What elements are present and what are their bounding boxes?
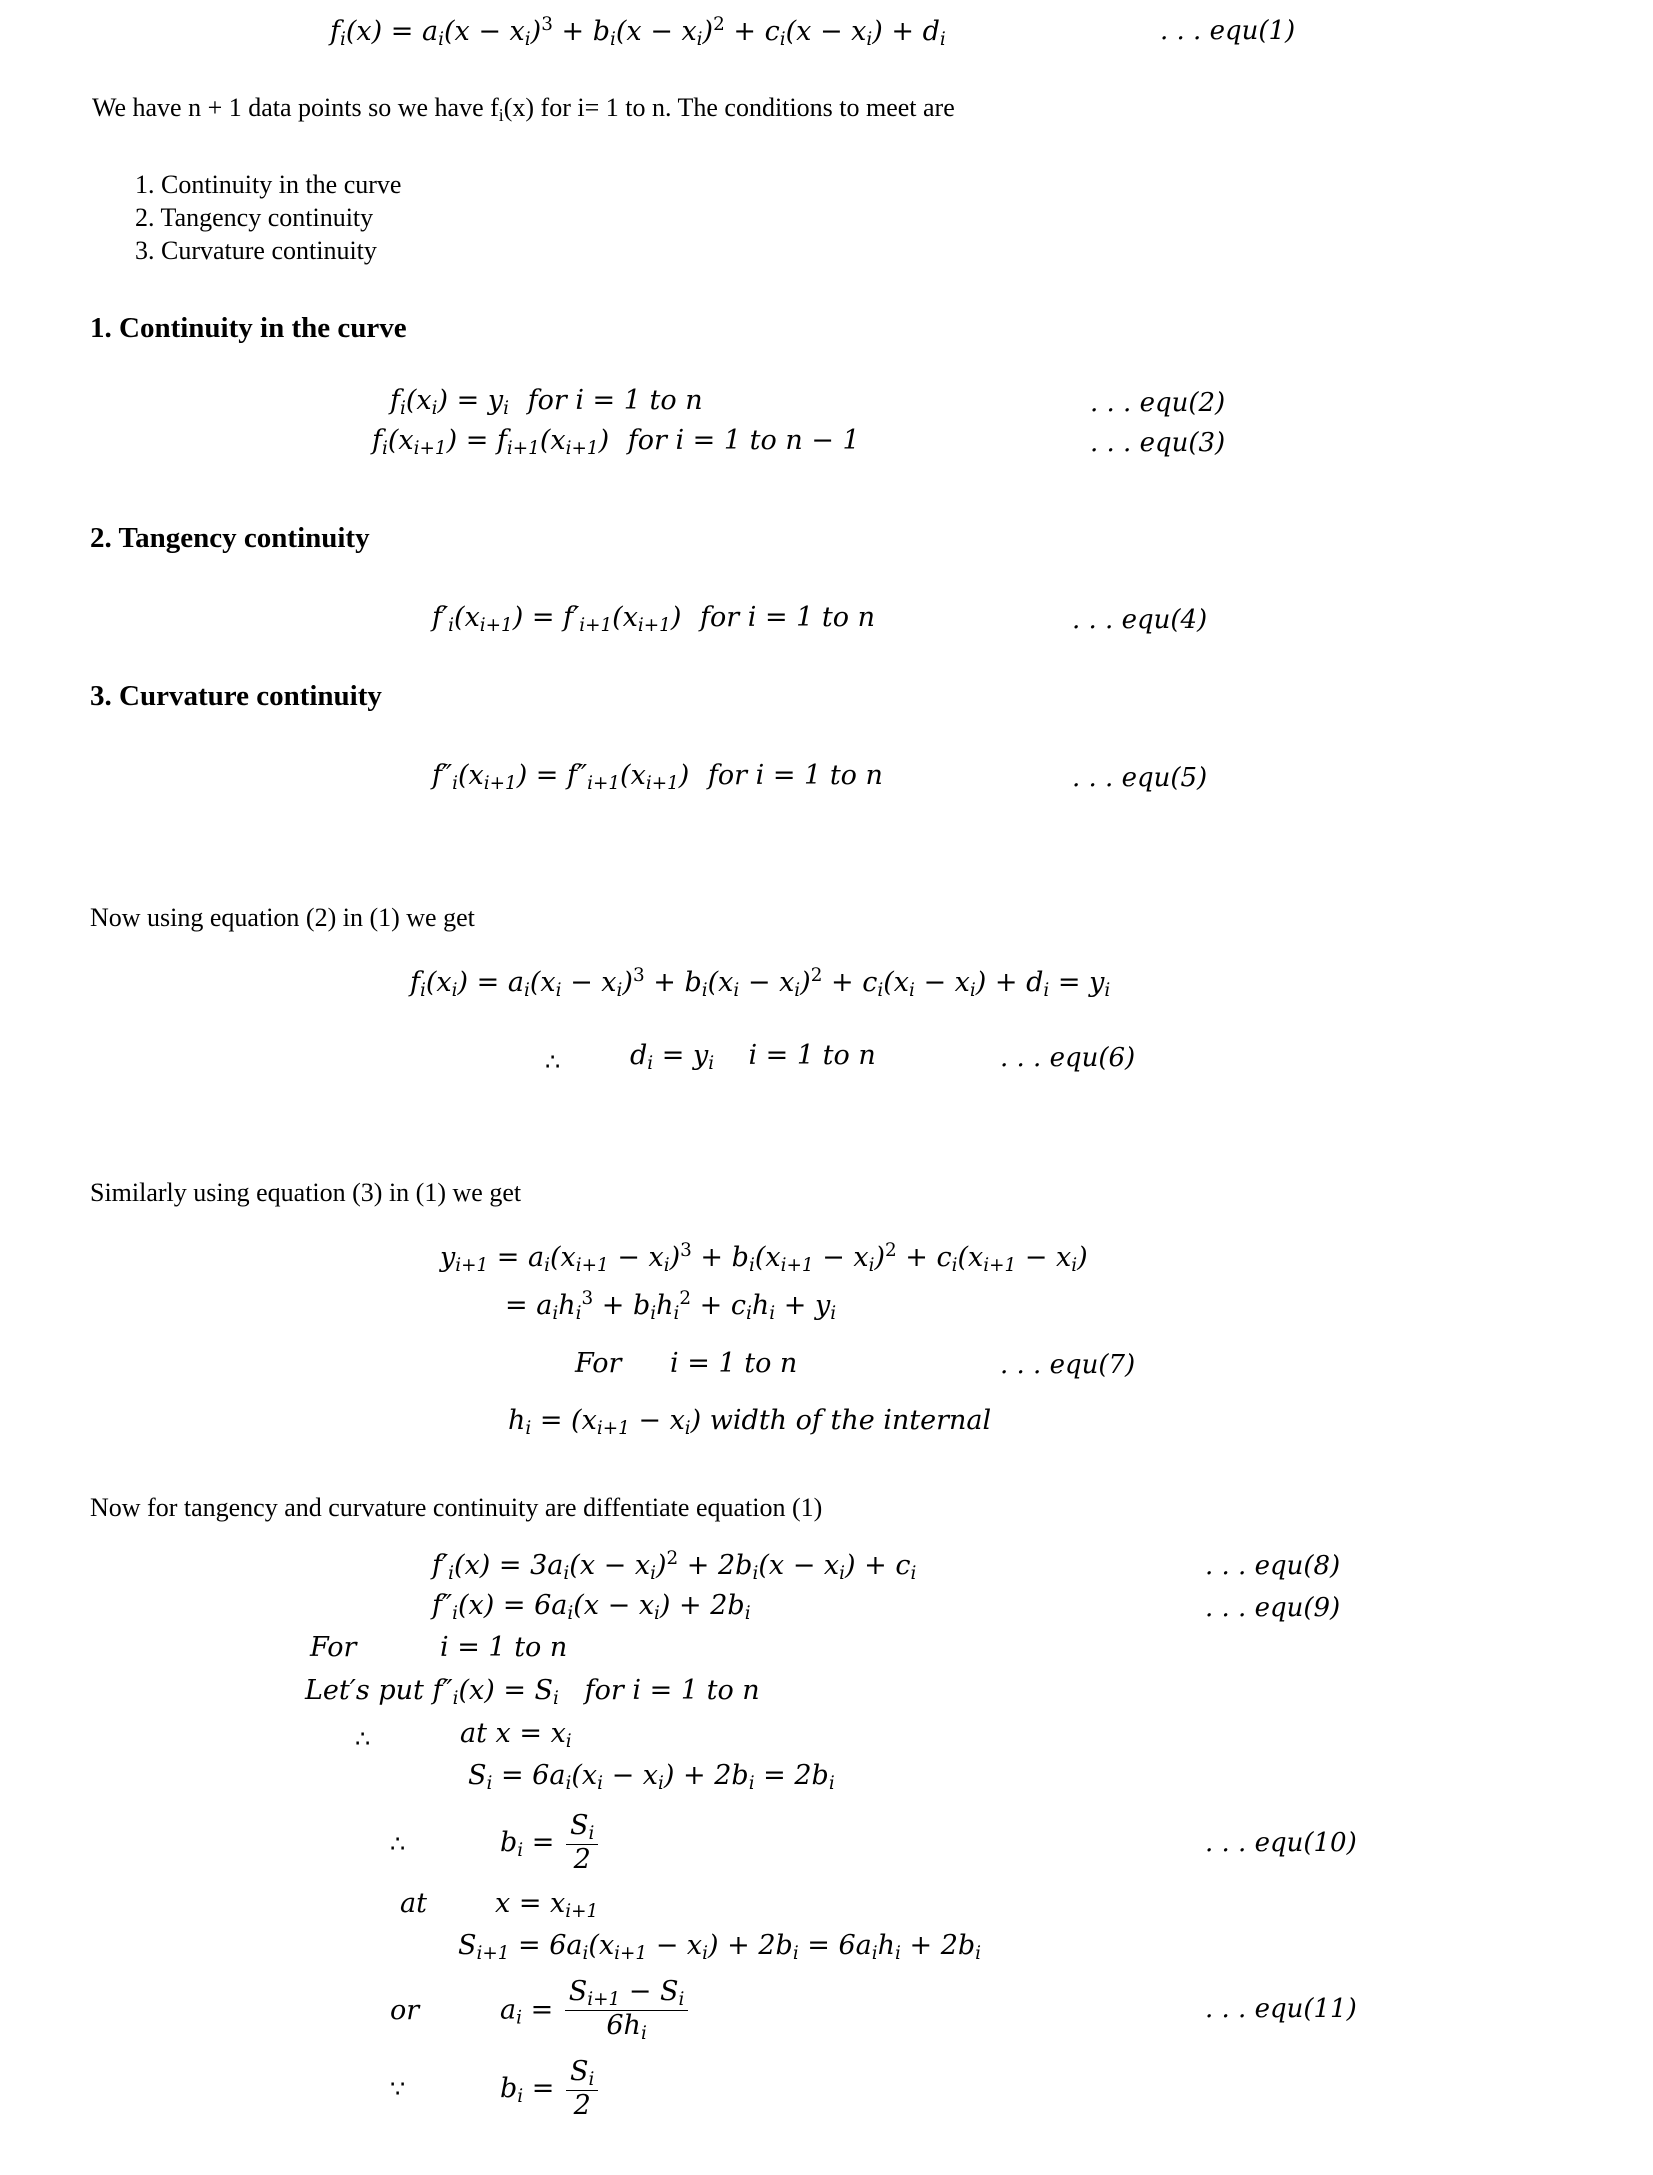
because-symbol: ∵ (390, 2077, 406, 2103)
heading-continuity: 1. Continuity in the curve (90, 312, 407, 344)
equation-3-body: $f_i(x_{i+1}) = f_{i+1}(x_{i+1})$ for i = 1 to n − 1 (372, 425, 860, 460)
condition-item-1: 1. Continuity in the curve (135, 170, 402, 199)
paragraph-using-eq2: Now using equation (2) in (1) we get (90, 903, 475, 932)
bi-restated: $b_i$ = $\frac{S_i}{2}$ (500, 2058, 601, 2121)
equation-4-body: $f'_i(x_{i+1}) = f'_{i+1}(x_{i+1})$ for i = 1 to n (432, 602, 875, 637)
paragraph-differentiate: Now for tangency and curvature continuity are diffentiate equation (1) (90, 1493, 823, 1522)
equation-10-body: $b_i$ = $\frac{S_i}{2}$ (500, 1812, 601, 1875)
equation-2-body: $f_i(x_i) = y_i$ for i = 1 to n (390, 385, 703, 420)
equation-6-label: . . . equ(6) (1000, 1043, 1136, 1073)
equation-6-body: $d_i = y_i$ i = 1 to n (630, 1040, 876, 1075)
si1-expression: $S_{i+1} = 6a_i(x_{i+1} - x_i) + 2b_i = 6a_ih_i + 2b_i$ (458, 1930, 982, 1965)
paragraph-similarly-eq3: Similarly using equation (3) in (1) we get (90, 1178, 522, 1207)
lets-put-statement: Let′s put $f''_i(x) = S_i$ for i = 1 to n (305, 1675, 760, 1710)
equation-7-range: For i = 1 to n (575, 1348, 798, 1379)
equation-7-line1: $y_{i+1} = a_i(x_{i+1} - x_i)^3 + b_i(x_{i+1} - x_i)^2 + c_i(x_{i+1} - x_i)$ (440, 1240, 1088, 1277)
si-expression: $S_i = 6a_i(x_i - x_i) + 2b_i = 2b_i$ (468, 1760, 835, 1795)
paragraph-data-points: We have n + 1 data points so we have $f_i(x)$ for i= 1 to n. The conditions to meet are (92, 93, 955, 125)
therefore-symbol-eq10: ∴ (390, 1832, 406, 1858)
equation-9-label: . . . equ(9) (1205, 1593, 1341, 1623)
equation-8-label: . . . equ(8) (1205, 1551, 1341, 1581)
equation-9-body: $f''_i(x) = 6a_i(x - x_i) + 2b_i$ (432, 1590, 751, 1625)
equation-5-body: $f''_i(x_{i+1}) = f''_{i+1}(x_{i+1})$ for i = 1 to n (432, 760, 883, 795)
at-x-equals-xi: at $x = x_i$ (460, 1718, 572, 1753)
equation-6-expansion: $f_i(x_i) = a_i(x_i - x_i)^3 + b_i(x_i - x_i)^2 + c_i(x_i - x_i) + d_i = y_i$ (410, 965, 1111, 1002)
condition-item-2: 2. Tangency continuity (135, 203, 374, 232)
heading-tangency: 2. Tangency continuity (90, 522, 370, 554)
therefore-symbol-eq6: ∴ (545, 1050, 561, 1076)
equation-5-label: . . . equ(5) (1072, 763, 1208, 793)
equation-7-line2: = $a_ih_i^3 + b_ih_i^2 + c_ih_i + y_i$ (505, 1288, 837, 1325)
heading-curvature: 3. Curvature continuity (90, 680, 382, 712)
equation-7-label: . . . equ(7) (1000, 1350, 1136, 1380)
equation-3-label: . . . equ(3) (1090, 428, 1226, 458)
equation-10-label: . . . equ(10) (1205, 1828, 1357, 1858)
equation-8-body: $f'_i(x) = 3a_i(x - x_i)^2 + 2b_i(x - x_i) + c_i$ (432, 1548, 917, 1585)
or-label: or (390, 1995, 420, 2026)
equation-11-label: . . . equ(11) (1205, 1994, 1357, 2024)
therefore-symbol-at-xi: ∴ (355, 1727, 371, 1753)
x-equals-xi1: $x = x_{i+1}$ (495, 1888, 599, 1923)
equation-1-label: . . . equ(1) (1160, 16, 1296, 46)
equation-4-label: . . . equ(4) (1072, 605, 1208, 635)
equation-1-body: $f_i(x) = a_i(x - x_i)^3 + b_i(x - x_i)^2 + c_i(x - x_i) + d_i$ (330, 14, 946, 51)
h-definition: $h_i = (x_{i+1} - x_i)$ width of the internal (508, 1405, 992, 1440)
at-label: at (400, 1888, 427, 1919)
for-label-9: For (310, 1632, 357, 1663)
range-i-9: i = 1 to n (440, 1632, 568, 1663)
equation-2-label: . . . equ(2) (1090, 388, 1226, 418)
condition-item-3: 3. Curvature continuity (135, 236, 377, 265)
equation-11-body: $a_i$ = $\frac{S_{i+1} - S_i}{6h_i}$ (500, 1978, 691, 2044)
